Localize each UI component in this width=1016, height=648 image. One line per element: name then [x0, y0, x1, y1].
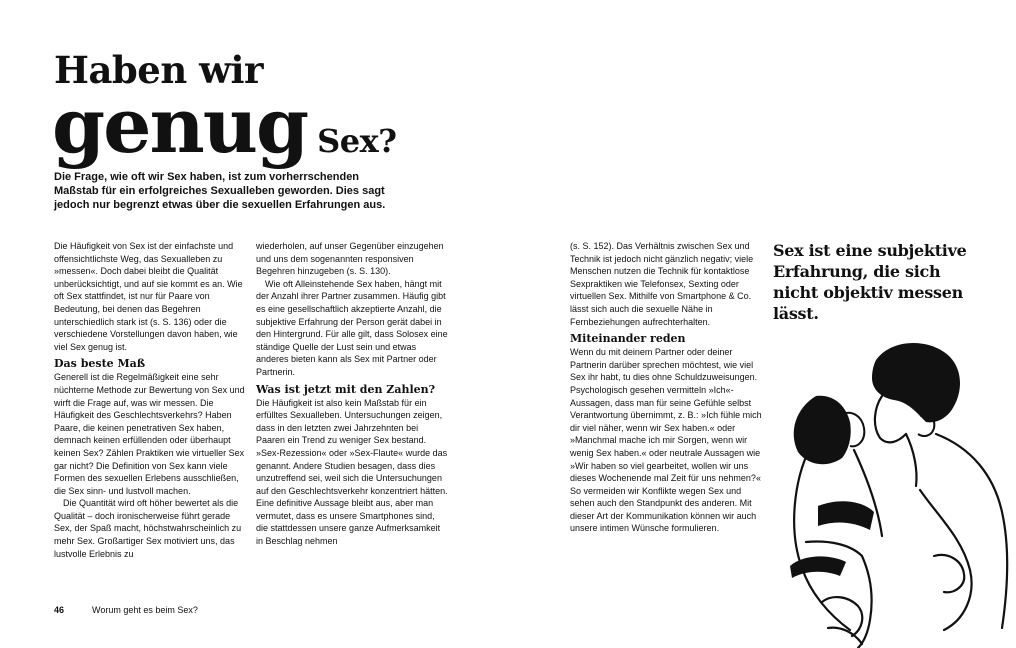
- woman-waist-line: [806, 542, 862, 556]
- body-paragraph: Generell ist die Regelmäßigkeit eine sehr nüchterne Methode zur Bewertung von Sex und wirft die Frage auf, was wir messen. Die Häufigkeit des Geschlechtsverkehrs? Haben Paare, die keinen penetrativen Sex haben, demnach keinen erfüllenden oder überhaupt keinen Sex? Zählen Praktiken wie virtueller Sex gar nicht? Die Definition von Sex kann viele Formen des sexuellen Erlebens ausschließen, die Sex sinn- und lustvoll machen.: [54, 372, 245, 496]
- page-title-line-1: Haben wir: [54, 48, 264, 92]
- body-paragraph: Die Häufigkeit ist also kein Maßstab für ein erfülltes Sexualleben. Untersuchungen zeigen, dass in den letzten zwei Jahrzehnten bei Paaren ein Trend zu weniger Sex bestand. »Sex-Rezession« oder »Sex-Flaute« wurde das genannt. Andere Studien besagen, dass dies unzutreffend sei, weil sich die Untersuchungen auf den Geschlechtsverkehr konzentriert hätten. Eine definitive Aussage bleibt aus, aber man vermutet, dass es unsere Smartphones sind, die stattdessen unsere ganze Aufmerksamkeit in Beschlag nehmen: [256, 397, 448, 547]
- running-title: Worum geht es beim Sex?: [92, 605, 198, 615]
- section-heading: Miteinander reden: [570, 332, 686, 346]
- fingers-line: [828, 628, 862, 644]
- body-paragraph: Wie oft Alleinstehende Sex haben, hängt mit der Anzahl ihrer Partner zusammen. Häufig gibt es eine gesellschaftlich akzeptierte Anzahl, die subjektive Erfahrung der Person gerät dabei in den Hintergrund. Für alle gilt, dass Solosex eine ständige Quelle der Lust sein und etwas anderes bieten kann als Sex mit Partner oder Partnerin.: [256, 278, 448, 377]
- section-heading: Das beste Maß: [54, 357, 146, 371]
- body-paragraph: Wenn du mit deinem Partner oder deiner Partnerin darüber sprechen möchtest, wie viel Sex ihr habt, tu dies ohne Schuldzuweisungen. Psychologisch gesehen vermitteln »Ich«-Aussagen, dass man für seine Gefühle selbst Verantwortung übernimmt, z. B.: »Ich fühle mich dir viel näher, wenn wir Sex haben.« oder »Manchmal mache ich mir Sorgen, wenn wir wenig Sex haben.« oder neutrale Aussagen wie »Wir haben so viel gearbeitet, wollen wir uns dieses Wochenende mal Zeit für uns nehmen?« So vermeiden wir Konflikte wegen Sex und sehen auch den Standpunkt des anderen. Mit dieser Art der Kommunikation können wir auch unsere intimen Wünsche formulieren.: [570, 347, 762, 534]
- body-paragraph: wiederholen, auf unser Gegenüber einzugehen und uns dem sogenannten responsiven Begehren hinzugeben (s. S. 130).: [256, 241, 444, 277]
- torso-line: [858, 556, 872, 648]
- page-title-small-word: Sex?: [317, 122, 397, 160]
- text-column-1: [54, 240, 246, 560]
- man-hair-shape: [872, 343, 960, 422]
- page-title-line-2: [52, 81, 397, 170]
- hand-line: [934, 555, 964, 592]
- pull-quote: Sex ist eine subjektive Erfahrung, die sich nicht objektiv messen lässt.: [773, 241, 967, 323]
- embracing-couple-illustration: [758, 330, 1016, 648]
- man-shoulder-line: [936, 434, 1007, 628]
- woman-hair-shape: [794, 396, 851, 464]
- woman-top-shape: [818, 501, 874, 530]
- man-arm-line: [920, 490, 972, 630]
- body-paragraph: Die Quantität wird oft höher bewertet als die Qualität – doch ironischerweise führt gerade Sex, der Spaß macht, höchstwahrscheinlich zu mehr Sex. Großartiger Sex motiviert uns, das lustvolle Erlebnis zu: [54, 498, 242, 559]
- page-title-big-word: genug: [52, 81, 308, 170]
- text-column-3: [570, 240, 762, 535]
- body-paragraph: (s. S. 152). Das Verhältnis zwischen Sex und Technik ist jedoch nicht gänzlich negativ; viele Menschen nutzen die Technik für kontaktlose Sexpraktiken wie Telefonsex, Sexting oder virtuellen Sex. Mithilfe von Smartphone & Co. lässt sich auch die sexuelle Nähe in Fernbeziehungen aufrechterhalten.: [570, 241, 754, 327]
- body-paragraph: Die Häufigkeit von Sex ist der einfachste und offensichtlichste Weg, das Sexualleben zu »messen«. Doch dabei bleibt die Qualität unberücksichtigt, und auf sie kommt es an. Wie oft Sex stattfindet, ist nur für Paare von Bedeutung, bei denen das Begehren unterschiedlich stark ist (s. S. 136) oder die verschiedene Vorstellungen davon haben, wie viel Sex genug ist.: [54, 241, 243, 352]
- man-face-line: [875, 396, 906, 442]
- man-neck-line: [906, 434, 917, 486]
- text-column-2: [256, 240, 448, 548]
- lead-paragraph: Die Frage, wie oft wir Sex haben, ist zum vorherrschenden Maßstab für ein erfolgreiches Sexualleben geworden. Dies sagt jedoch nur begrenzt etwas über die sexuellen Erfahrungen aus.: [54, 171, 386, 211]
- page-number: 46: [54, 605, 65, 615]
- section-heading: Was ist jetzt mit den Zahlen?: [256, 382, 436, 396]
